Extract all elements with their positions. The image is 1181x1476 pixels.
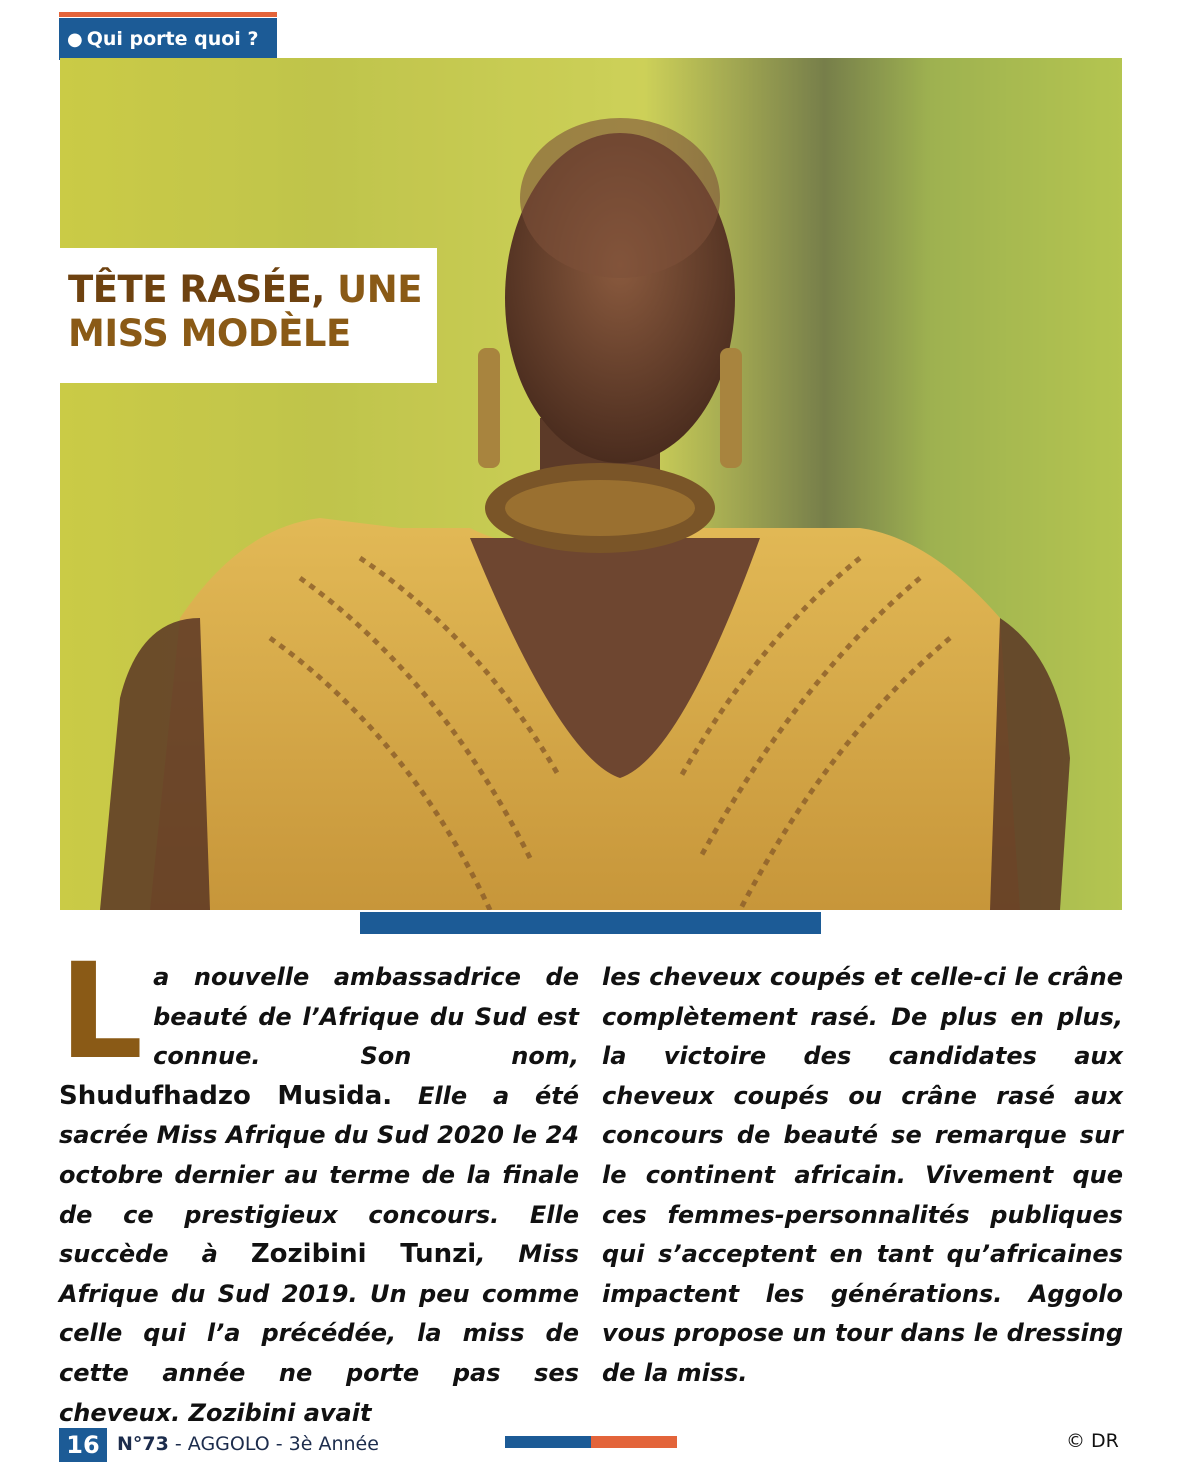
issue-details: - AGGOLO - 3è Année xyxy=(168,1433,379,1455)
article-column-left xyxy=(59,935,580,1433)
bullet-dot-icon: ● xyxy=(67,29,83,50)
divider-bar xyxy=(360,912,821,934)
footer-bar-blue xyxy=(505,1436,591,1448)
person-name-1: Shudufhadzo Musida. xyxy=(59,1080,393,1111)
headline-bold: TÊTE RASÉE, xyxy=(68,268,325,311)
cover-photo xyxy=(60,58,1122,910)
person-name-2: Zozibini Tunzi xyxy=(250,1239,477,1270)
section-label: Qui porte quoi ? xyxy=(86,28,259,50)
headline-rest: UNE xyxy=(324,268,422,311)
article-text-1: a nouvelle ambassadrice de beauté de l’Afrique du Sud est connue. Son nom, xyxy=(153,963,579,1071)
article-text-3: , Miss Afrique du Sud 2019. Un peu comme celle qui l’a précédée, la miss de cette année ne porte pas ses cheveux. Zozibini avait xyxy=(59,1240,580,1427)
headline-line-1 xyxy=(68,268,437,312)
article-column-right: les cheveux coupés et celle-ci le crâne complètement rasé. De plus en plus, la victoire des candidates aux cheveux coupés ou crâne rasé aux concours de beauté se remarque sur le continent africain. Vivement que ces femmes-personnalités publiques qui s’acceptent en tant qu’africaines impactent les générations. Aggolo vous propose un tour dans le dressing de la miss. xyxy=(602,963,1123,1387)
footer-bar-orange xyxy=(591,1436,677,1448)
issue-info xyxy=(117,1433,379,1455)
issue-number: N°73 xyxy=(117,1433,169,1455)
page-number: 16 xyxy=(59,1428,107,1462)
photo-credit: © DR xyxy=(1066,1430,1119,1452)
section-tag-accent xyxy=(59,12,277,17)
drop-cap: L xyxy=(59,935,144,1089)
headline-line-2: MISS MODÈLE xyxy=(68,312,351,355)
section-tag xyxy=(59,18,277,60)
headline-box xyxy=(59,248,437,383)
article-text-2: Elle a été sacrée Miss Afrique du Sud 2020 le 24 octobre dernier au terme de la finale de ce prestigieux concours. Elle succède à xyxy=(59,1081,579,1269)
